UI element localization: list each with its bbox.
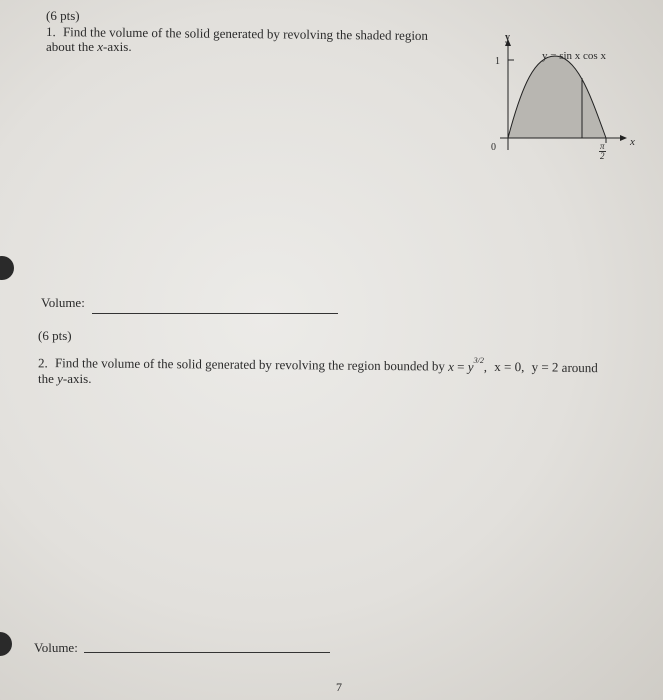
problem1-points: (6 pts) <box>46 8 80 23</box>
problem2-line2 <box>38 371 91 386</box>
problem1-line2-pre: about the <box>46 39 98 54</box>
problem1-volume-label: Volume: <box>41 295 85 310</box>
pi-denominator: 2 <box>600 151 605 161</box>
problem2-number: 2. <box>37 355 48 371</box>
eq3: y = 2 <box>531 359 559 375</box>
pi-numerator: π <box>600 141 605 151</box>
problem2-line2-var: y <box>57 371 63 386</box>
page-number: 7 <box>336 680 342 694</box>
x-axis-arrow <box>620 135 627 141</box>
problem1-line2 <box>46 39 132 54</box>
eq2: x = 0, <box>494 359 525 375</box>
graph-origin-label: 0 <box>491 142 496 153</box>
problem2-volume-label: Volume: <box>34 640 78 655</box>
eq1-base: y <box>467 359 474 375</box>
problem2-text-post: around <box>561 359 598 376</box>
shaded-region <box>508 56 606 138</box>
problem2-line2-post: -axis. <box>62 371 92 386</box>
graph-function-label: y = sin x cos x <box>542 50 606 62</box>
problem2-points: (6 pts) <box>38 328 72 343</box>
pi-over-two-fraction <box>599 142 606 161</box>
eq1-exp-den: 2 <box>479 355 484 365</box>
problem2-text-pre: Find the volume of the solid generated by revolving the region bounded by <box>54 355 449 374</box>
graph-y-label: y <box>505 32 510 43</box>
eq1-exponent: 3/2 <box>473 355 484 365</box>
problem2-line1 <box>38 352 598 375</box>
graph-tick-one-label: 1 <box>495 56 500 67</box>
graph-x-label: x <box>630 136 635 148</box>
problem2-answer-line[interactable] <box>84 652 330 653</box>
eq1-exp-num: 3 <box>473 355 478 365</box>
eq1-comma: , <box>483 359 491 375</box>
problem1-line2-post: -axis. <box>103 39 132 54</box>
problem1-line2-var: x <box>97 39 104 54</box>
problem1-number: 1. <box>45 24 56 40</box>
problem1-answer-line[interactable] <box>92 313 338 314</box>
graph-pi-over-two-label <box>599 142 606 161</box>
eq1-equals: = <box>453 358 468 375</box>
binder-hole-bottom <box>0 632 12 656</box>
binder-hole-top <box>0 256 14 280</box>
problem2-line2-pre: the <box>38 371 58 386</box>
problem1-question: Find the volume of the solid generated by revolving the shaded region <box>62 24 429 43</box>
eq1-lhs: x <box>448 358 454 374</box>
